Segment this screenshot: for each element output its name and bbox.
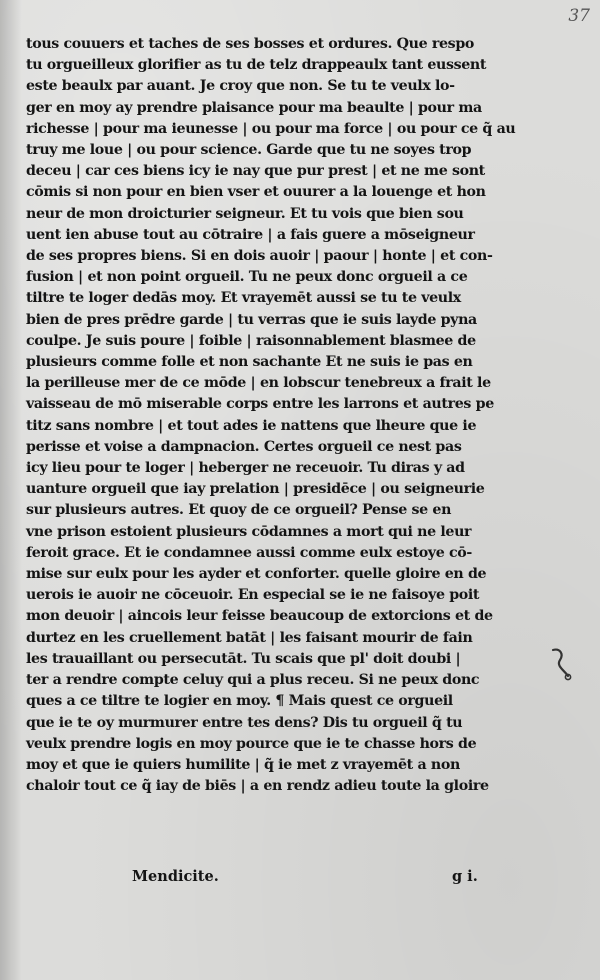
text-line: moy et que ie quiers humilite | q̃ ie met z vrayemēt a non [26,756,460,773]
text-line: neur de mon droicturier seigneur. Et tu vois que bien sou [26,205,464,222]
text-line: feroit grace. Et ie condamnee aussi comme eulx estoye cō- [26,544,472,561]
text-line: mon deuoir | aincois leur feisse beaucoup de extorcions et de [26,608,493,625]
text-line: truy me loue | ou pour science. Garde que tu ne soyes trop [26,142,472,159]
text-line: les trauaillant ou persecutāt. Tu scais que pl' doit doubi | [26,650,461,667]
text-line: richesse | pour ma ieunesse | ou pour ma force | ou pour ce q̃ au [26,120,516,137]
text-line: fusion | et non point orgueil. Tu ne peux donc orgueil a ce [26,269,468,286]
text-line: uerois ie auoir ne cōceuoir. En especial se ie ne faisoye poit [26,587,480,604]
text-line: icy lieu pour te loger | heberger ne receuoir. Tu diras y ad [26,460,465,477]
text-line: sur plusieurs autres. Et quoy de ce orgueil? Pense se en [26,502,452,519]
binding-shadow [0,0,22,980]
text-line: vaisseau de mō miserable corps entre les larrons et autres pe [26,396,494,413]
text-line: este beaulx par auant. Je croy que non. Se tu te veulx lo- [26,78,455,95]
catchword: Mendicite. [132,868,219,885]
text-line: la perilleuse mer de ce mōde | en lobscur tenebreux a frait le [26,375,491,392]
text-line: uanture orgueil que iay prelation | presidēce | ou seigneurie [26,481,485,498]
text-line: ques a ce tiltre te logier en moy. ¶ Mais quest ce orgueil [26,693,453,710]
text-line: ter a rendre compte celuy qui a plus receu. Si ne peux donc [26,672,480,689]
text-line: durtez en les cruellement batāt | les faisant mourir de fain [26,629,473,646]
text-line: tu orgueilleux glorifier as tu de telz drappeaulx tant eussent [26,57,487,74]
signature-mark: g i. [452,868,478,885]
folio-number: 37 [568,6,590,26]
text-block [26,34,546,797]
text-line: chaloir tout ce q̃ iay de biēs | a en rendz adieu toute la gloire [26,778,489,795]
text-line: bien de pres prēdre garde | tu verras que ie suis layde pyna [26,311,477,328]
text-line: ger en moy ay prendre plaisance pour ma beaulte | pour ma [26,99,482,116]
text-line: uent ien abuse tout au cōtraire | a fais guere a mōseigneur [26,226,475,243]
text-line: veulx prendre logis en moy pource que ie te chasse hors de [26,735,477,752]
binding-thread [550,646,572,682]
text-line: deceu | car ces biens icy ie nay que pur prest | et ne me sont [26,163,485,180]
text-line: que ie te oy murmurer entre tes dens? Dis tu orgueil q̃ tu [26,714,463,731]
text-line: tiltre te loger dedās moy. Et vrayemēt aussi se tu te veulx [26,290,461,307]
text-line: titz sans nombre | et tout ades ie nattens que lheure que ie [26,417,477,434]
text-line: cōmis si non pour en bien vser et ouurer a la louenge et hon [26,184,486,201]
text-line: coulpe. Je suis poure | foible | raisonnablement blasmee de [26,332,476,349]
page-footer [0,868,600,890]
text-line: vne prison estoient plusieurs cōdamnes a mort qui ne leur [26,523,472,540]
text-line: plusieurs comme folle et non sachante Et ne suis ie pas en [26,354,473,371]
text-line: perisse et voise a dampnacion. Certes orgueil ce nest pas [26,438,462,455]
text-line: de ses propres biens. Si en dois auoir | paour | honte | et con- [26,248,493,265]
text-line: mise sur eulx pour les ayder et conforter. quelle gloire en de [26,566,487,583]
text-line: tous couuers et taches de ses bosses et ordures. Que respo [26,36,474,52]
